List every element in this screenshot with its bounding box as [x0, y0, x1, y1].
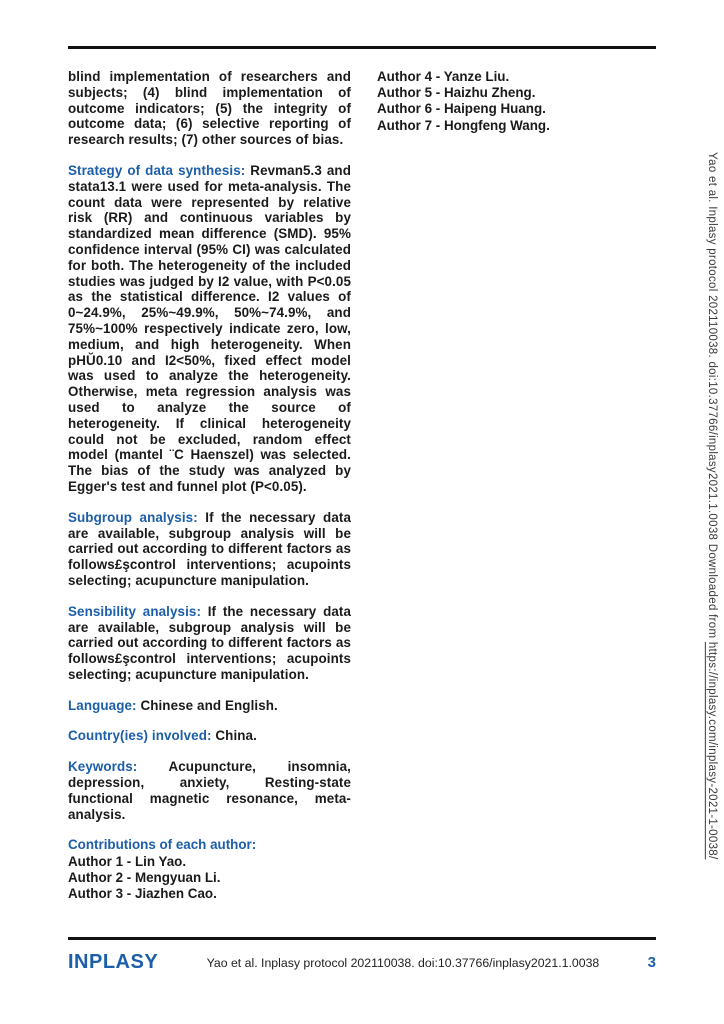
page-number: 3: [647, 954, 656, 971]
bottom-rule: [68, 937, 656, 940]
page-footer: [68, 951, 656, 974]
section-text: China.: [215, 728, 257, 744]
footer-citation: Yao et al. Inplasy protocol 202110038. doi:10.37766/inplasy2021.1.0038: [206, 955, 600, 970]
inplasy-logo: INPLASY: [68, 951, 159, 973]
section-text: If the necessary data are available, subgroup analysis will be carried out according to different factors as follows£şcontrol interventions; acupoints selecting; acupuncture manipulation.: [68, 509, 351, 588]
section-label: Strategy of data synthesis:: [68, 162, 246, 178]
section-label: Keywords:: [68, 759, 138, 775]
section-subgroup-analysis: [68, 510, 351, 589]
paragraph-text: blind implementation of researchers and subjects; (4) blind implementation of outcome indicators; (5) the integrity of outcome data; (6) selective reporting of research results; (7) other sources of bias.: [68, 69, 351, 148]
author-line: Author 6 - Haipeng Huang.: [377, 101, 546, 117]
section-language: [68, 698, 351, 714]
section-label: Contributions of each author:: [68, 837, 257, 853]
section-keywords: [68, 759, 351, 822]
right-column: [377, 69, 656, 902]
author-line: Author 7 - Hongfeng Wang.: [377, 117, 550, 133]
section-text: Chinese and English.: [140, 697, 278, 713]
section-text: If the necessary data are available, subgroup analysis will be carried out according to different factors as follows£şcontrol interventions; acupoints selecting; acupuncture manipulation.: [68, 603, 351, 682]
section-countries-involved: [68, 728, 351, 744]
author-line: Author 4 - Yanze Liu.: [377, 69, 510, 84]
author-line: Author 3 - Jiazhen Cao.: [68, 886, 217, 902]
section-label: Country(ies) involved:: [68, 728, 212, 744]
author-line: Author 1 - Lin Yao.: [68, 853, 187, 869]
sidebar-citation-text: Yao et al. Inplasy protocol 202110038. doi:10.37766/inplasy2021.1.0038 Downloaded from: [706, 152, 718, 642]
section-sensibility-analysis: [68, 604, 351, 683]
section-contributions: [68, 837, 351, 902]
section-text: Acupuncture, insomnia, depression, anxiety, Resting-state functional magnetic resonance, meta-analysis.: [68, 759, 351, 822]
section-label: Sensibility analysis:: [68, 603, 202, 619]
top-rule: [68, 46, 656, 49]
section-strategy-of-data-synthesis: [68, 163, 351, 495]
paragraph-risk-of-bias: [68, 69, 351, 148]
author-line: Author 5 - Haizhu Zheng.: [377, 85, 536, 101]
vertical-citation-sidebar: [706, 152, 718, 952]
section-text: Revman5.3 and stata13.1 were used for meta-analysis. The count data were represented by relative risk (RR) and continuous variables by standardized mean difference (SMD). 95% confidence interval (95% CI) was calculated for both. The heterogeneity of the included studies was judged by I2 value, with P<0.05 as the statistical difference. I2 values of 0~24.9%, 25%~49.9%, 50%~74.9%, and 75%~100% respectively indicate zero, low, medium, and high heterogeneity. When pHŬ0.10 and I2<50%, fixed effect model was used to analyze the heterogeneity. Otherwise, meta regression analysis was used to analyze the source of heterogeneity. If clinical heterogeneity could not be excluded, random effect model (mantel ¨C Haenszel) was selected. The bias of the study was analyzed by Egger's test and funnel plot (P<0.05).: [68, 162, 351, 494]
section-label: Language:: [68, 697, 137, 713]
page-body: [68, 69, 656, 902]
author-line: Author 2 - Mengyuan Li.: [68, 869, 221, 885]
sidebar-citation-link[interactable]: https://inplasy.com/inplasy-2021-1-0038/: [706, 641, 718, 860]
section-label: Subgroup analysis:: [68, 509, 198, 525]
left-column: [68, 69, 351, 902]
